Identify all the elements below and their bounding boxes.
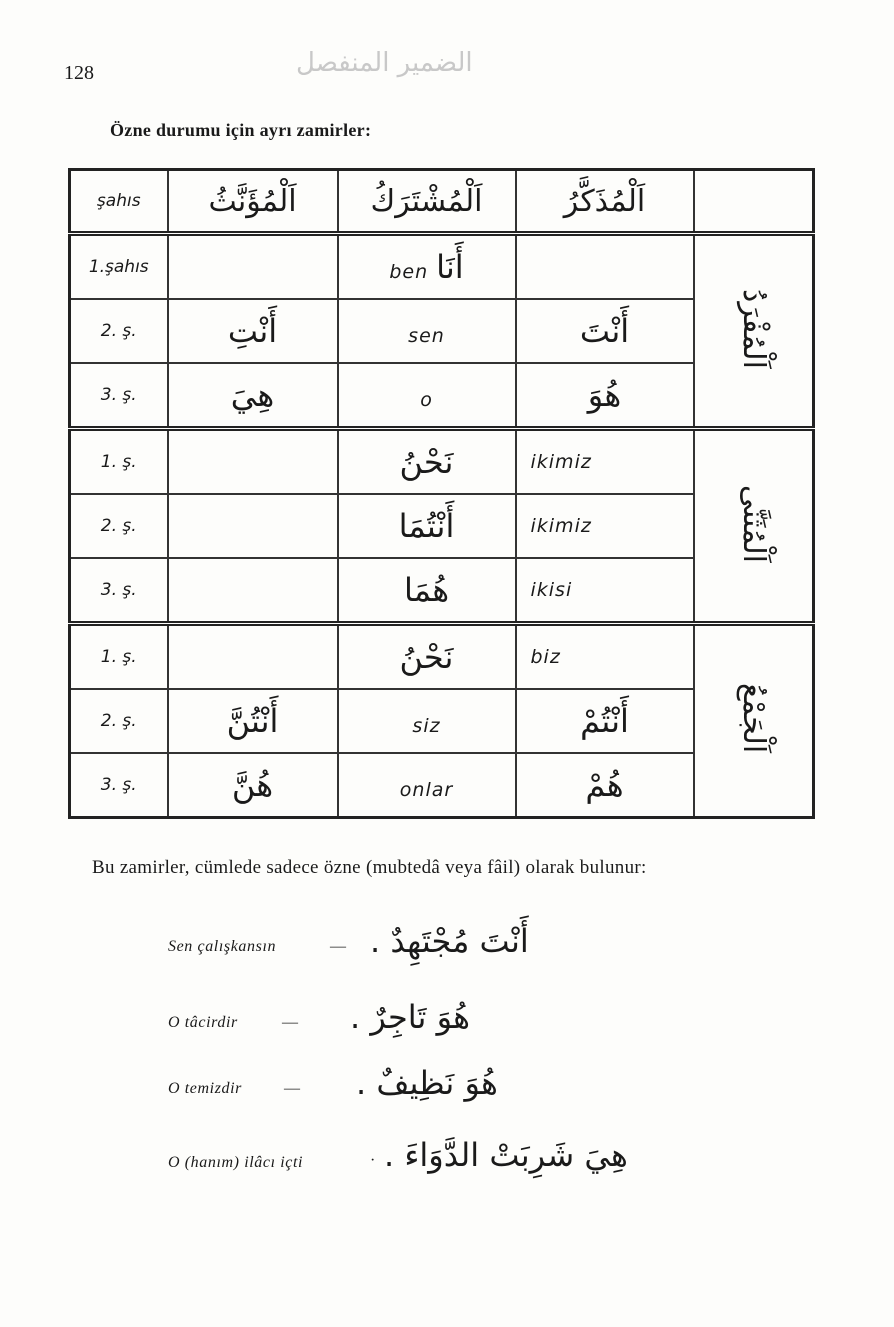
common-cell [338, 558, 516, 624]
number-label-cell [694, 624, 814, 818]
masculine-cell: ikisi [516, 558, 694, 624]
feminine-cell [168, 558, 338, 624]
common-translation: o [420, 389, 433, 411]
common-translation: sen [408, 325, 445, 347]
example-4 [0, 1136, 894, 1196]
masculine-cell: biz [516, 624, 694, 690]
example-3 [0, 1060, 894, 1120]
pronoun-table [68, 168, 815, 819]
example-2 [0, 994, 894, 1054]
example-translation: O (hanım) ilâcı içti [168, 1154, 304, 1171]
usage-note: Bu zamirler, cümlede sadece özne (mubtedâ veya fâil) olarak bulunur: [92, 857, 647, 878]
common-cell [338, 363, 516, 429]
common-arabic: أَنْتُمَا [398, 507, 455, 545]
table-row [70, 429, 814, 495]
person-cell: 2. ş. [70, 299, 168, 363]
common-translation: ben [389, 261, 429, 283]
person-cell: 3. ş. [70, 558, 168, 624]
section-title: Özne durumu için ayrı zamirler: [110, 120, 372, 140]
masculine-cell: هُمْ [516, 753, 694, 818]
feminine-cell [168, 494, 338, 558]
person-cell: 1.şahıs [70, 234, 168, 300]
feminine-cell: هُنَّ [168, 753, 338, 818]
group-label-dual: اَلْمُثَنَّى [735, 484, 771, 563]
person-cell: 2. ş. [70, 689, 168, 753]
example-dash: · [370, 1152, 376, 1169]
feminine-cell [168, 429, 338, 495]
table-row [70, 234, 814, 300]
common-cell [338, 299, 516, 363]
example-arabic: هُوَ نَظِيفٌ . [356, 1064, 498, 1102]
common-cell [338, 689, 516, 753]
masculine-cell: ikimiz [516, 429, 694, 495]
masculine-cell: هُوَ [516, 363, 694, 429]
common-cell [338, 429, 516, 495]
header-common: اَلْمُشْتَرَكُ [338, 170, 516, 234]
header-number [694, 170, 814, 234]
faint-heading: الضمير المنفصل [296, 48, 473, 78]
person-cell: 1. ş. [70, 624, 168, 690]
example-dash: — [284, 1080, 300, 1097]
example-arabic: هِيَ شَرِبَتْ الدَّوَاءَ . [384, 1136, 628, 1174]
person-cell: 1. ş. [70, 429, 168, 495]
feminine-cell [168, 234, 338, 300]
group-label-plural: اَلْجَمْعُ [735, 683, 771, 754]
masculine-cell [516, 234, 694, 300]
example-arabic: هُوَ تَاجِرٌ . [350, 998, 471, 1036]
masculine-cell: ikimiz [516, 494, 694, 558]
common-translation: siz [412, 715, 441, 737]
example-translation: Sen çalışkansın [168, 938, 277, 955]
example-arabic: أَنْتَ مُجْتَهِدٌ . [370, 922, 529, 960]
number-label-cell [694, 234, 814, 429]
common-translation: onlar [399, 779, 454, 801]
masculine-cell: أَنْتَ [516, 299, 694, 363]
common-cell [338, 753, 516, 818]
feminine-cell: أَنْتُنَّ [168, 689, 338, 753]
feminine-cell: أَنْتِ [168, 299, 338, 363]
header-feminine: اَلْمُؤَنَّثُ [168, 170, 338, 234]
table-row [70, 624, 814, 690]
number-label-cell [694, 429, 814, 624]
table-header-row [70, 170, 814, 234]
feminine-cell: هِيَ [168, 363, 338, 429]
person-cell: 2. ş. [70, 494, 168, 558]
group-label-singular: اَلْمُفْرَدُ [735, 288, 771, 369]
common-cell [338, 234, 516, 300]
header-masculine: اَلْمُذَكَّرُ [516, 170, 694, 234]
common-arabic: هُمَا [403, 571, 450, 609]
common-cell [338, 624, 516, 690]
example-dash: — [330, 938, 346, 955]
header-person: şahıs [70, 170, 168, 234]
common-arabic: نَحْنُ [399, 638, 454, 676]
feminine-cell [168, 624, 338, 690]
masculine-cell: أَنْتُمْ [516, 689, 694, 753]
example-1 [0, 918, 894, 978]
person-cell: 3. ş. [70, 363, 168, 429]
example-translation: O temizdir [168, 1080, 242, 1097]
common-cell [338, 494, 516, 558]
person-cell: 3. ş. [70, 753, 168, 818]
page-number: 128 [64, 62, 94, 84]
common-arabic: نَحْنُ [399, 443, 454, 481]
example-translation: O tâcirdir [168, 1014, 238, 1031]
example-dash: — [282, 1014, 298, 1031]
common-arabic: أَنَا [436, 248, 464, 286]
